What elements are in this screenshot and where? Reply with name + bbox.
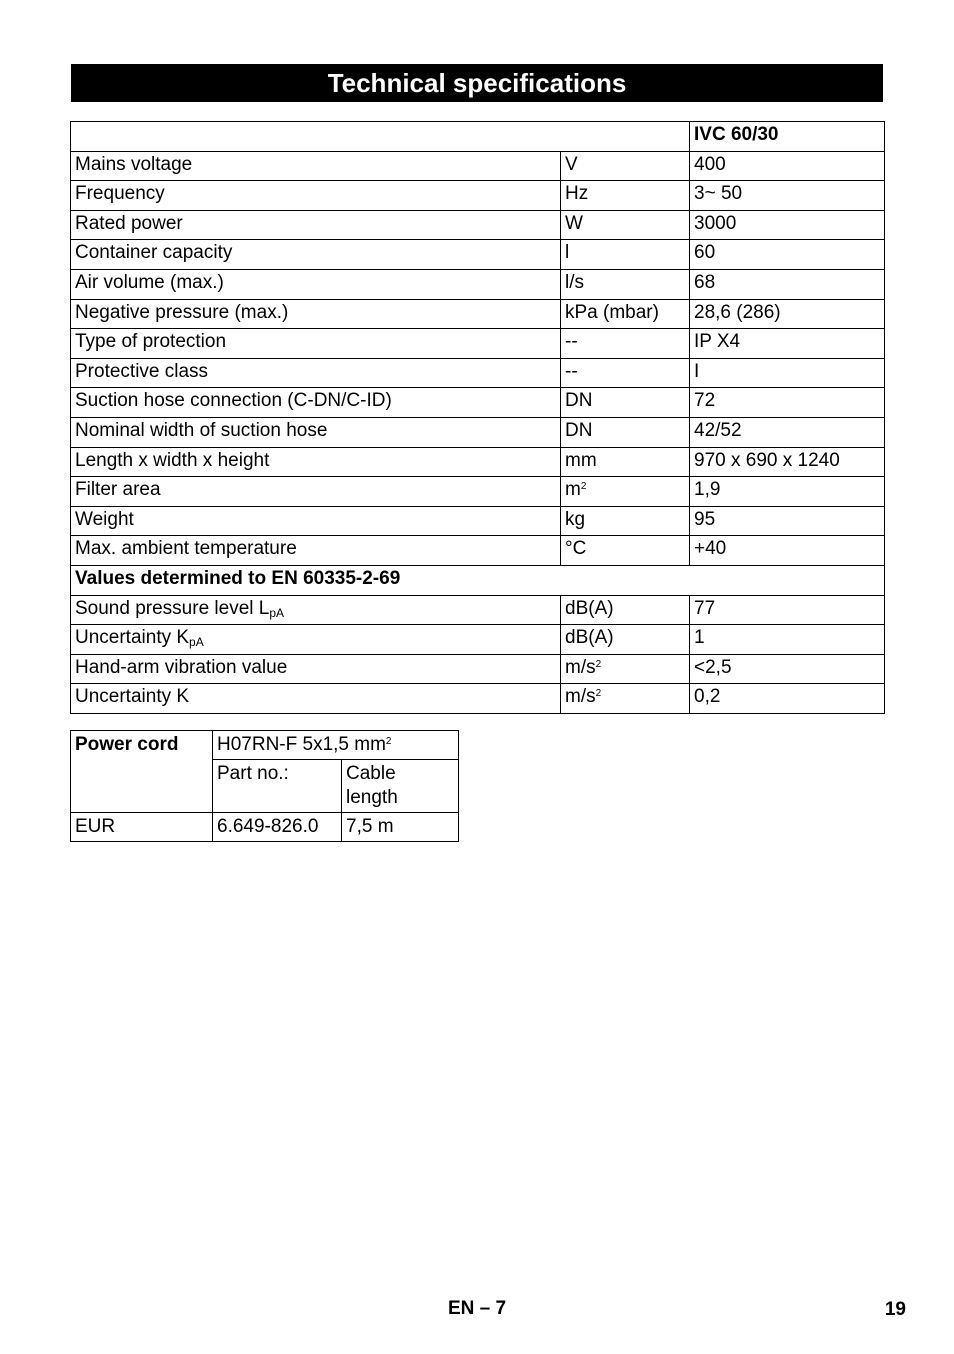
spec-unit-text: W bbox=[565, 212, 583, 234]
spec-unit-text: -- bbox=[565, 331, 578, 353]
spec-value: 72 bbox=[690, 388, 885, 418]
spec-label-sub: pA bbox=[269, 605, 285, 620]
model-header: IVC 60/30 bbox=[690, 122, 885, 152]
spec-value: +40 bbox=[690, 536, 885, 566]
spec-label-text: Nominal width of suction hose bbox=[75, 419, 328, 441]
spec-unit-text: dB(A) bbox=[565, 627, 614, 649]
spec-unit bbox=[561, 417, 690, 447]
spec-unit-text: kg bbox=[565, 508, 586, 530]
cord-type-sup: 2 bbox=[385, 736, 392, 747]
spec-value: 68 bbox=[690, 269, 885, 299]
spec-unit-text: m/s bbox=[565, 656, 596, 678]
spec-unit-text: kPa (mbar) bbox=[565, 301, 659, 323]
technical-specifications-table bbox=[70, 121, 885, 714]
section-heading-row bbox=[71, 565, 885, 595]
spec-row bbox=[71, 151, 885, 181]
spec-unit bbox=[561, 269, 690, 299]
spec-unit bbox=[561, 358, 690, 388]
spec-unit-sup: 2 bbox=[595, 688, 602, 700]
spec-unit bbox=[561, 151, 690, 181]
spec-label-text: Suction hose connection (C-DN/C-ID) bbox=[75, 390, 392, 412]
spec-unit bbox=[561, 595, 690, 625]
spec-row bbox=[71, 181, 885, 211]
spec-value: 1 bbox=[690, 625, 885, 655]
spec-unit bbox=[561, 210, 690, 240]
cord-type-cell bbox=[213, 731, 459, 760]
spec-value: I bbox=[690, 358, 885, 388]
cable-length-header bbox=[342, 760, 459, 813]
spec-value: <2,5 bbox=[690, 654, 885, 684]
spec-unit bbox=[561, 240, 690, 270]
spec-row bbox=[71, 358, 885, 388]
spec-label-sub: pA bbox=[189, 635, 204, 650]
spec-label-text: Mains voltage bbox=[75, 153, 193, 175]
spec-value: 3000 bbox=[690, 210, 885, 240]
cord-region: EUR bbox=[71, 813, 213, 842]
spec-value: 77 bbox=[690, 595, 885, 625]
spec-unit-sup: 2 bbox=[580, 481, 587, 493]
spec-row bbox=[71, 625, 885, 655]
spec-row bbox=[71, 654, 885, 684]
spec-label bbox=[71, 417, 561, 447]
cord-length: 7,5 m bbox=[342, 813, 459, 842]
spec-label bbox=[71, 358, 561, 388]
spec-row bbox=[71, 299, 885, 329]
spec-row bbox=[71, 506, 885, 536]
spec-unit-text: m/s bbox=[565, 686, 596, 708]
spec-label bbox=[71, 299, 561, 329]
spec-unit-text: -- bbox=[565, 360, 578, 382]
cable-length-header-line2: length bbox=[346, 787, 398, 808]
spec-label-text: Hand-arm vibration value bbox=[75, 656, 288, 678]
part-no-header: Part no.: bbox=[213, 760, 342, 813]
spec-unit bbox=[561, 447, 690, 477]
spec-unit-text: Hz bbox=[565, 183, 589, 205]
spec-value: 0,2 bbox=[690, 684, 885, 714]
spec-label bbox=[71, 269, 561, 299]
spec-value: 1,9 bbox=[690, 477, 885, 507]
spec-row bbox=[71, 388, 885, 418]
spec-label-text: Protective class bbox=[75, 360, 209, 382]
spec-label bbox=[71, 536, 561, 566]
spec-label bbox=[71, 506, 561, 536]
spec-label bbox=[71, 388, 561, 418]
spec-value: 95 bbox=[690, 506, 885, 536]
spec-unit bbox=[561, 329, 690, 359]
spec-unit-text: DN bbox=[565, 419, 593, 441]
spec-label bbox=[71, 595, 561, 625]
power-cord-label: Power cord bbox=[71, 731, 213, 813]
spec-label-text: Rated power bbox=[75, 212, 183, 234]
spec-label bbox=[71, 210, 561, 240]
spec-row bbox=[71, 477, 885, 507]
spec-row bbox=[71, 329, 885, 359]
spec-unit bbox=[561, 536, 690, 566]
spec-label bbox=[71, 240, 561, 270]
spec-row bbox=[71, 417, 885, 447]
spec-unit-sup: 2 bbox=[595, 658, 602, 670]
spec-value: 3~ 50 bbox=[690, 181, 885, 211]
spec-unit bbox=[561, 299, 690, 329]
spec-label-text: Type of protection bbox=[75, 331, 227, 353]
spec-row bbox=[71, 269, 885, 299]
spec-unit bbox=[561, 388, 690, 418]
spec-unit bbox=[561, 684, 690, 714]
spec-label-text: Container capacity bbox=[75, 242, 233, 264]
spec-label-text: Negative pressure (max.) bbox=[75, 301, 289, 323]
spec-unit-text: l bbox=[565, 242, 570, 264]
spec-unit-text: l/s bbox=[565, 271, 584, 293]
spec-unit-text: DN bbox=[565, 390, 593, 412]
spec-label bbox=[71, 151, 561, 181]
header-blank-cell bbox=[71, 122, 690, 152]
spec-label bbox=[71, 447, 561, 477]
spec-unit bbox=[561, 654, 690, 684]
spec-unit bbox=[561, 625, 690, 655]
spec-label-text: Sound pressure level L bbox=[75, 597, 270, 619]
power-cord-table bbox=[70, 730, 459, 842]
spec-label bbox=[71, 654, 561, 684]
spec-unit bbox=[561, 477, 690, 507]
spec-value: 400 bbox=[690, 151, 885, 181]
spec-row bbox=[71, 536, 885, 566]
page-title: Technical specifications bbox=[71, 64, 883, 102]
spec-unit-text: mm bbox=[565, 449, 597, 471]
spec-unit bbox=[561, 181, 690, 211]
spec-label bbox=[71, 181, 561, 211]
spec-label bbox=[71, 625, 561, 655]
spec-label-text: Air volume (max.) bbox=[75, 271, 224, 293]
spec-label-text: Weight bbox=[75, 508, 134, 530]
spec-value: 28,6 (286) bbox=[690, 299, 885, 329]
spec-label bbox=[71, 477, 561, 507]
spec-label-text: Uncertainty K bbox=[75, 627, 190, 649]
cord-type: H07RN-F 5x1,5 mm bbox=[217, 734, 386, 755]
footer-page-number: 19 bbox=[884, 1299, 906, 1320]
spec-row bbox=[71, 240, 885, 270]
spec-unit-text: V bbox=[565, 153, 578, 175]
cord-type-row bbox=[71, 731, 459, 760]
spec-label bbox=[71, 684, 561, 714]
spec-unit-text: dB(A) bbox=[565, 597, 614, 619]
spec-value: 42/52 bbox=[690, 417, 885, 447]
spec-unit-text: m bbox=[565, 479, 581, 501]
spec-unit bbox=[561, 506, 690, 536]
spec-label-text: Uncertainty K bbox=[75, 686, 190, 708]
spec-row bbox=[71, 684, 885, 714]
spec-value: IP X4 bbox=[690, 329, 885, 359]
header-row bbox=[71, 122, 885, 152]
cord-data-row bbox=[71, 813, 459, 842]
cable-length-header-line1: Cable bbox=[346, 763, 396, 784]
spec-row bbox=[71, 447, 885, 477]
spec-value: 60 bbox=[690, 240, 885, 270]
spec-label-text: Length x width x height bbox=[75, 449, 270, 471]
cord-part-no: 6.649-826.0 bbox=[213, 813, 342, 842]
spec-row bbox=[71, 595, 885, 625]
section-heading: Values determined to EN 60335-2-69 bbox=[71, 565, 885, 595]
spec-label-text: Filter area bbox=[75, 479, 161, 501]
spec-unit-text: °C bbox=[565, 538, 587, 560]
spec-row bbox=[71, 210, 885, 240]
footer-section-page: EN – 7 bbox=[447, 1298, 507, 1319]
spec-label bbox=[71, 329, 561, 359]
spec-label-text: Frequency bbox=[75, 183, 165, 205]
spec-label-text: Max. ambient temperature bbox=[75, 538, 297, 560]
spec-value: 970 x 690 x 1240 bbox=[690, 447, 885, 477]
